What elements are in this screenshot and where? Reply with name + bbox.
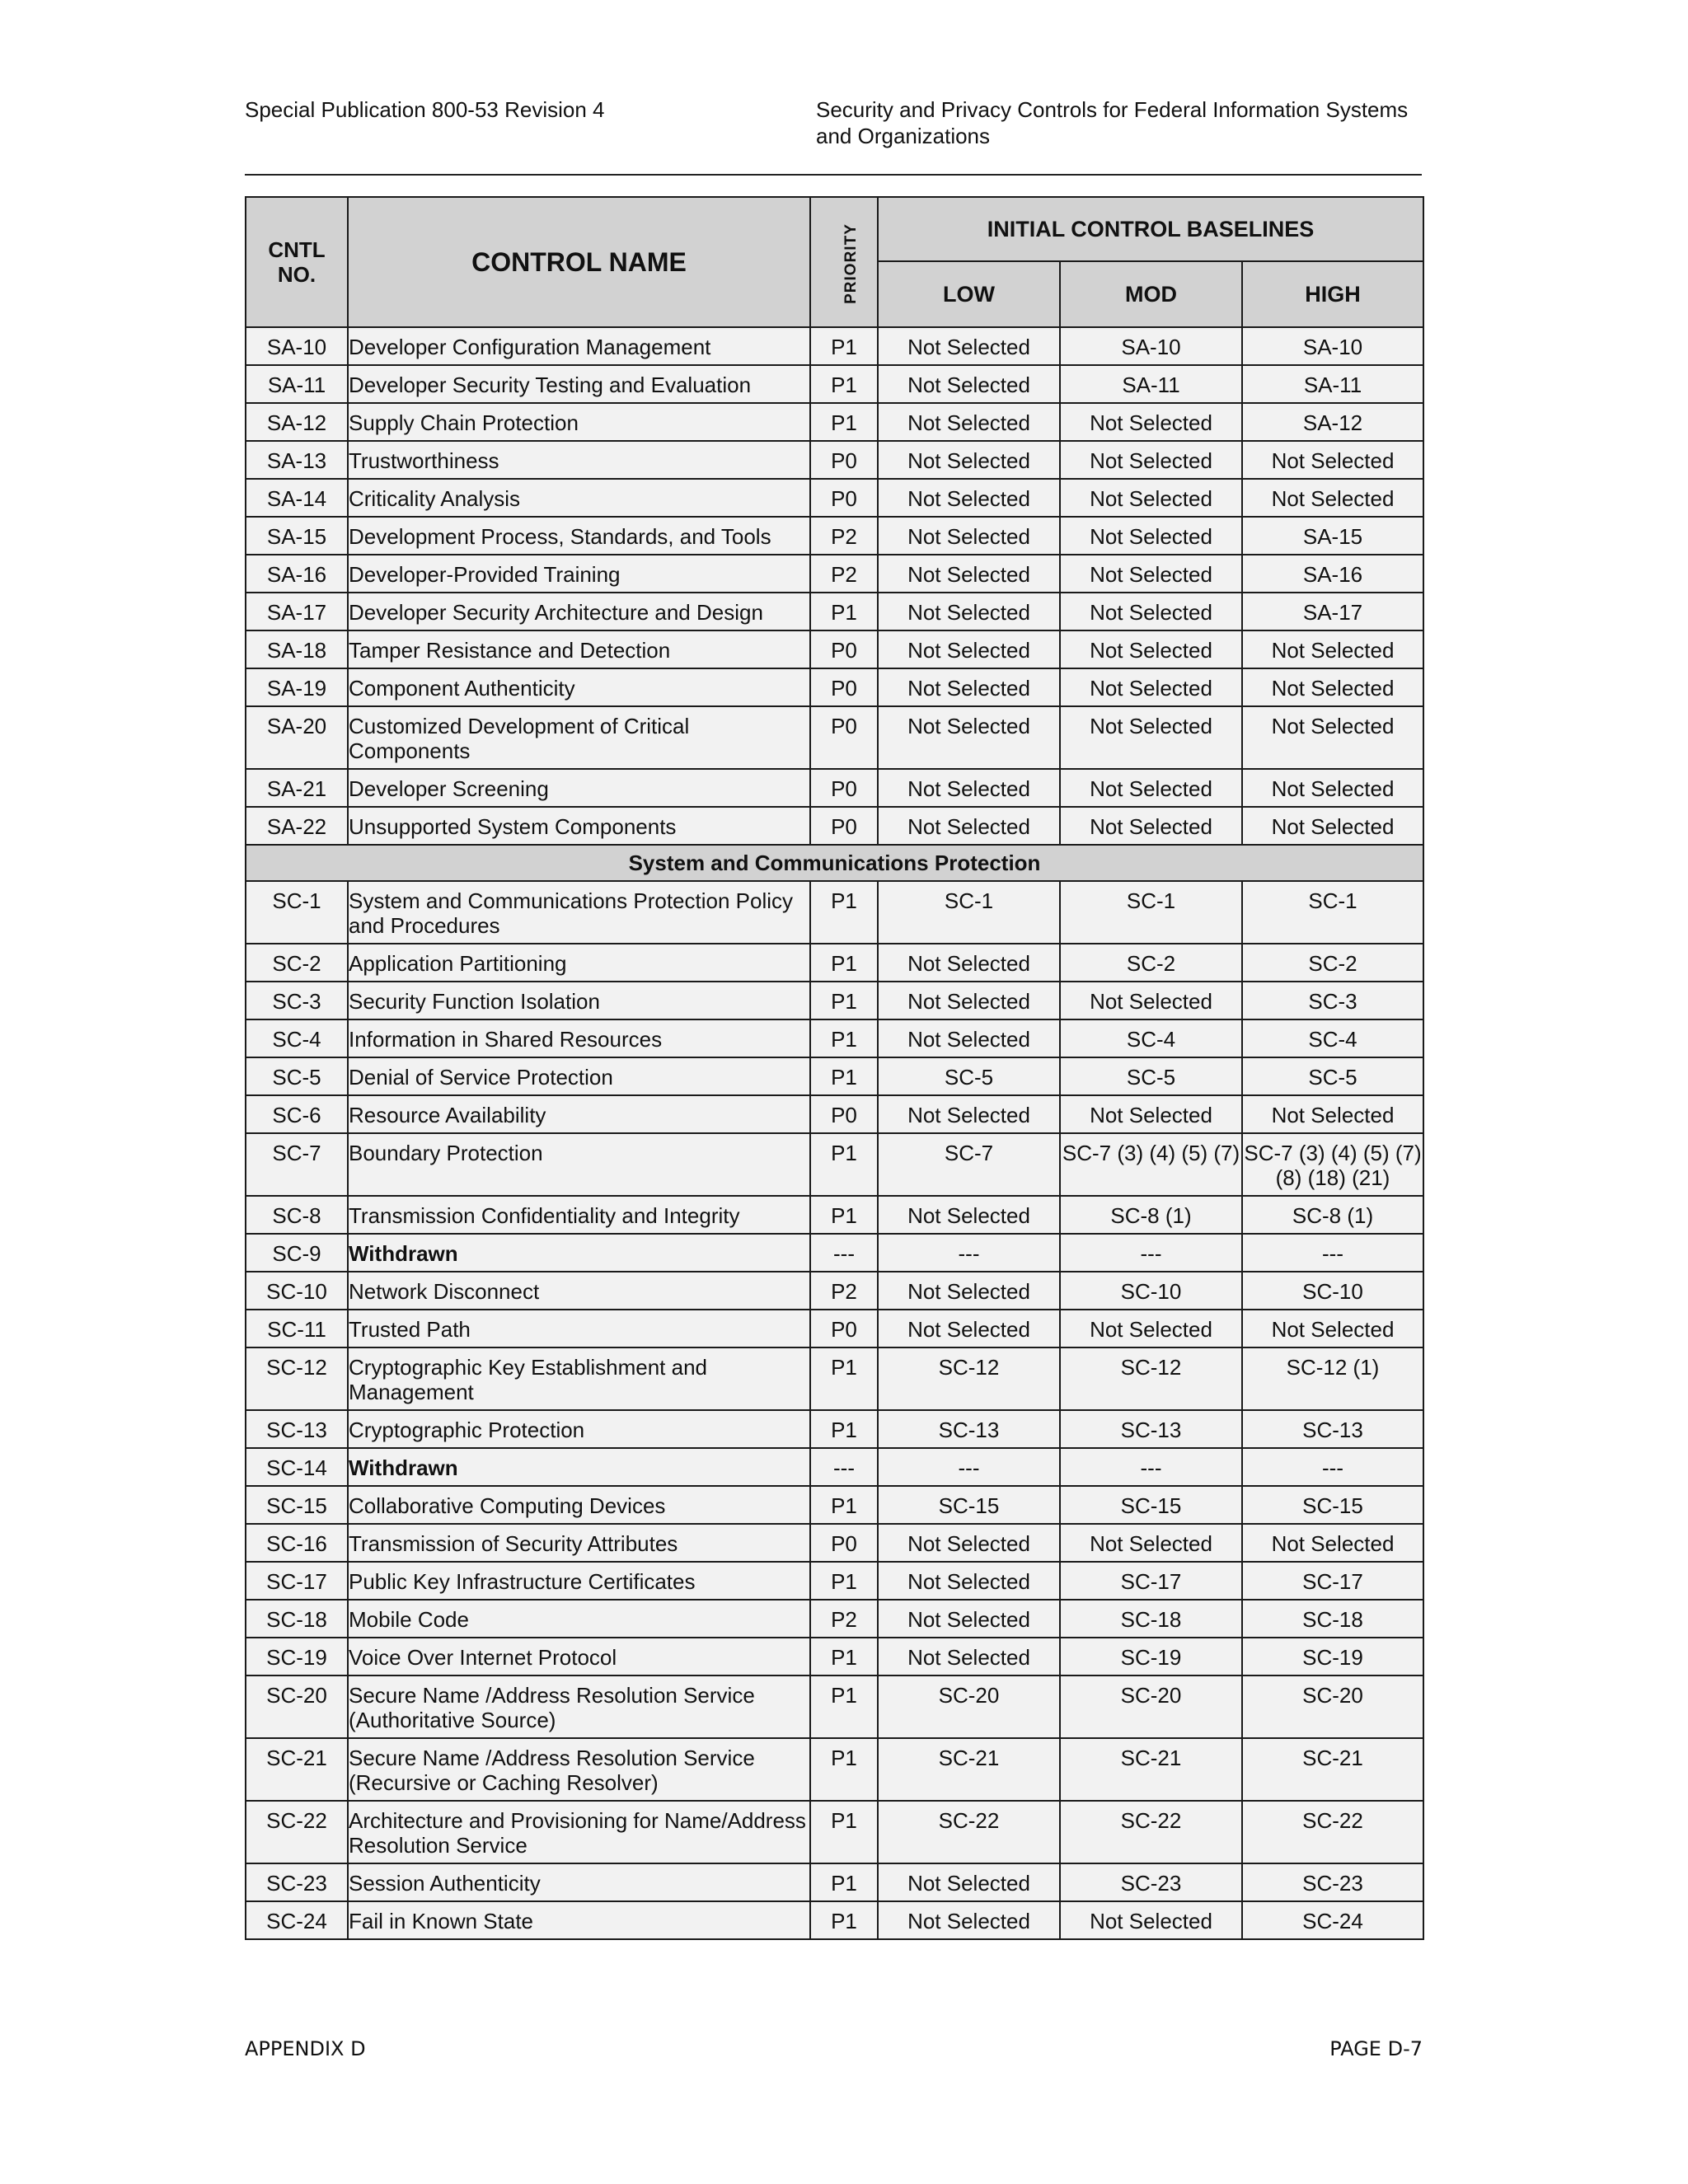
cell-baseline-high: Not Selected [1242,441,1423,479]
cell-baseline-low: --- [878,1448,1060,1486]
cell-baseline-mod: SC-10 [1060,1272,1242,1310]
cell-priority: P1 [810,403,878,441]
cell-control-number: SC-5 [246,1057,348,1095]
cell-baseline-mod: Not Selected [1060,1901,1242,1939]
cell-control-number: SC-14 [246,1448,348,1486]
cell-priority: P1 [810,982,878,1019]
cell-baseline-low: Not Selected [878,630,1060,668]
cell-baseline-high: SC-21 [1242,1738,1423,1801]
cell-priority: P0 [810,479,878,517]
table-row [246,1347,1423,1410]
cell-control-name: Collaborative Computing Devices [348,1486,810,1524]
cell-control-number: SC-13 [246,1410,348,1448]
cell-control-number: SA-11 [246,365,348,403]
cell-baseline-low: Not Selected [878,807,1060,845]
cell-baseline-low: SC-13 [878,1410,1060,1448]
cell-baseline-high: SC-15 [1242,1486,1423,1524]
cell-baseline-high: SC-17 [1242,1562,1423,1600]
cell-control-number: SC-15 [246,1486,348,1524]
cell-baseline-low: Not Selected [878,1272,1060,1310]
cell-baseline-mod: --- [1060,1448,1242,1486]
table-row [246,706,1423,769]
table-row [246,1738,1423,1801]
cell-baseline-mod: SC-23 [1060,1863,1242,1901]
cell-priority: P1 [810,1347,878,1410]
publication-title: Special Publication 800-53 Revision 4 [245,97,605,122]
table-row [246,982,1423,1019]
cell-control-number: SC-21 [246,1738,348,1801]
table-header [246,197,1423,327]
cell-baseline-mod: Not Selected [1060,555,1242,593]
cell-priority: P1 [810,1057,878,1095]
cell-control-name: Information in Shared Resources [348,1019,810,1057]
cell-control-number: SC-17 [246,1562,348,1600]
cell-control-number: SC-9 [246,1234,348,1272]
cell-control-number: SA-20 [246,706,348,769]
cell-control-number: SA-15 [246,517,348,555]
cell-priority: P1 [810,1486,878,1524]
cell-baseline-high: Not Selected [1242,769,1423,807]
cell-baseline-high: SA-12 [1242,403,1423,441]
cell-control-number: SC-6 [246,1095,348,1133]
cell-baseline-mod: SC-17 [1060,1562,1242,1600]
table-row [246,1801,1423,1863]
table-row [246,1133,1423,1196]
cell-control-number: SA-10 [246,327,348,365]
table-row [246,1562,1423,1600]
cell-control-name: Security Function Isolation [348,982,810,1019]
table-row [246,1524,1423,1562]
cell-priority: P0 [810,630,878,668]
cell-priority: P1 [810,1133,878,1196]
cell-baseline-mod: SC-13 [1060,1410,1242,1448]
cell-priority: --- [810,1234,878,1272]
cell-priority: P1 [810,1410,878,1448]
cell-baseline-low: SC-1 [878,881,1060,944]
cell-baseline-mod: SC-22 [1060,1801,1242,1863]
cell-baseline-mod: SA-10 [1060,327,1242,365]
cell-baseline-low: Not Selected [878,1196,1060,1234]
page-number: PAGE D-7 [1329,2037,1423,2060]
col-header-low: LOW [878,261,1060,327]
cell-baseline-mod: SC-7 (3) (4) (5) (7) [1060,1133,1242,1196]
cell-baseline-low: Not Selected [878,555,1060,593]
cell-priority: P0 [810,1095,878,1133]
cell-baseline-high: SC-23 [1242,1863,1423,1901]
table-row [246,1600,1423,1638]
cell-control-name: Resource Availability [348,1095,810,1133]
cell-baseline-mod: Not Selected [1060,1524,1242,1562]
cell-baseline-high: SC-3 [1242,982,1423,1019]
cell-control-number: SC-2 [246,944,348,982]
cell-baseline-mod: SA-11 [1060,365,1242,403]
cell-baseline-low: Not Selected [878,668,1060,706]
cell-control-name: Unsupported System Components [348,807,810,845]
cell-baseline-low: --- [878,1234,1060,1272]
cell-baseline-high: SC-2 [1242,944,1423,982]
cell-baseline-high: SC-18 [1242,1600,1423,1638]
table-row [246,1486,1423,1524]
cell-control-number: SA-12 [246,403,348,441]
cell-baseline-high: SA-17 [1242,593,1423,630]
table-row [246,555,1423,593]
cell-baseline-high: --- [1242,1234,1423,1272]
cell-control-name: Secure Name /Address Resolution Service (Recursive or Caching Resolver) [348,1738,810,1801]
cell-baseline-low: SC-5 [878,1057,1060,1095]
cell-priority: P1 [810,1901,878,1939]
cell-priority: P0 [810,1310,878,1347]
cell-baseline-mod: Not Selected [1060,441,1242,479]
cell-priority: P1 [810,944,878,982]
col-header-cntl-no: CNTL NO. [246,197,348,327]
cell-control-number: SA-14 [246,479,348,517]
cell-control-number: SC-10 [246,1272,348,1310]
cell-control-number: SC-18 [246,1600,348,1638]
cell-priority: P2 [810,517,878,555]
col-header-priority [810,197,878,327]
section-row [246,845,1423,881]
cell-control-name: Developer Screening [348,769,810,807]
cell-baseline-mod: SC-2 [1060,944,1242,982]
cell-baseline-high: SC-4 [1242,1019,1423,1057]
cell-baseline-low: SC-12 [878,1347,1060,1410]
cell-baseline-mod: Not Selected [1060,517,1242,555]
cell-priority: P2 [810,1600,878,1638]
cell-control-name: Transmission Confidentiality and Integrity [348,1196,810,1234]
cell-baseline-low: Not Selected [878,1901,1060,1939]
cell-control-number: SA-22 [246,807,348,845]
cell-priority: P0 [810,706,878,769]
cell-control-number: SA-16 [246,555,348,593]
cell-baseline-mod: SC-12 [1060,1347,1242,1410]
cell-priority: P1 [810,327,878,365]
table-row [246,881,1423,944]
appendix-label: APPENDIX D [245,2037,366,2060]
cell-baseline-mod: Not Selected [1060,593,1242,630]
cell-baseline-high: SC-24 [1242,1901,1423,1939]
cell-control-name: Developer Security Architecture and Design [348,593,810,630]
cell-baseline-mod: Not Selected [1060,706,1242,769]
col-header-mod: MOD [1060,261,1242,327]
table-row [246,1448,1423,1486]
cell-control-number: SA-21 [246,769,348,807]
cell-control-name: Developer Security Testing and Evaluation [348,365,810,403]
cell-control-name: Trusted Path [348,1310,810,1347]
table-body [246,327,1423,1939]
table-row [246,1019,1423,1057]
cell-baseline-low: Not Selected [878,327,1060,365]
cell-baseline-mod: Not Selected [1060,807,1242,845]
cell-control-number: SC-8 [246,1196,348,1234]
cell-baseline-high: Not Selected [1242,479,1423,517]
cell-control-number: SC-23 [246,1863,348,1901]
table-row [246,1410,1423,1448]
cell-priority: P0 [810,807,878,845]
cell-priority: P1 [810,1562,878,1600]
cell-baseline-high: Not Selected [1242,706,1423,769]
cell-control-name: Trustworthiness [348,441,810,479]
cell-baseline-mod: SC-21 [1060,1738,1242,1801]
table-row [246,769,1423,807]
cell-control-name: Denial of Service Protection [348,1057,810,1095]
cell-baseline-low: Not Selected [878,1019,1060,1057]
cell-control-number: SA-13 [246,441,348,479]
cell-baseline-mod: Not Selected [1060,668,1242,706]
cell-baseline-low: Not Selected [878,1310,1060,1347]
cell-control-number: SA-17 [246,593,348,630]
cell-control-number: SC-16 [246,1524,348,1562]
table-row [246,365,1423,403]
table-row [246,1638,1423,1675]
cell-control-name: Network Disconnect [348,1272,810,1310]
cell-control-number: SC-20 [246,1675,348,1738]
cell-baseline-high: SA-10 [1242,327,1423,365]
cell-control-number: SC-4 [246,1019,348,1057]
cell-priority: P1 [810,1196,878,1234]
table-row [246,327,1423,365]
cell-baseline-low: SC-21 [878,1738,1060,1801]
cell-control-name: Cryptographic Protection [348,1410,810,1448]
cell-control-number: SC-1 [246,881,348,944]
table-row [246,441,1423,479]
cell-control-name: Cryptographic Key Establishment and Management [348,1347,810,1410]
cell-baseline-high: SC-5 [1242,1057,1423,1095]
cell-baseline-high: SC-10 [1242,1272,1423,1310]
cell-baseline-low: Not Selected [878,944,1060,982]
cell-control-name: Boundary Protection [348,1133,810,1196]
cell-baseline-low: Not Selected [878,1863,1060,1901]
cell-baseline-high: Not Selected [1242,807,1423,845]
cell-priority: P1 [810,1638,878,1675]
table-row [246,593,1423,630]
cell-control-name: Architecture and Provisioning for Name/Address Resolution Service [348,1801,810,1863]
col-header-initial-baselines: INITIAL CONTROL BASELINES [878,197,1423,261]
cell-control-name: System and Communications Protection Policy and Procedures [348,881,810,944]
cell-baseline-mod: Not Selected [1060,1095,1242,1133]
cell-baseline-low: Not Selected [878,1562,1060,1600]
cell-baseline-mod: SC-4 [1060,1019,1242,1057]
cell-priority: P1 [810,1801,878,1863]
table-row [246,517,1423,555]
cell-control-name: Developer Configuration Management [348,327,810,365]
cell-control-name: Public Key Infrastructure Certificates [348,1562,810,1600]
cell-control-number: SA-18 [246,630,348,668]
cell-baseline-high: SA-15 [1242,517,1423,555]
cell-baseline-mod: Not Selected [1060,769,1242,807]
cell-control-number: SC-19 [246,1638,348,1675]
table-row [246,630,1423,668]
cell-baseline-low: Not Selected [878,403,1060,441]
cell-control-name: Criticality Analysis [348,479,810,517]
cell-control-name: Developer-Provided Training [348,555,810,593]
cell-baseline-high: SA-16 [1242,555,1423,593]
cell-baseline-low: Not Selected [878,982,1060,1019]
cell-control-name: Mobile Code [348,1600,810,1638]
cell-control-name: Component Authenticity [348,668,810,706]
cell-baseline-high: Not Selected [1242,1310,1423,1347]
cell-priority: P1 [810,1675,878,1738]
cell-control-name: Secure Name /Address Resolution Service (Authoritative Source) [348,1675,810,1738]
header-divider [245,174,1422,176]
cell-baseline-low: Not Selected [878,769,1060,807]
cell-priority: P0 [810,668,878,706]
cell-control-name: Development Process, Standards, and Tools [348,517,810,555]
cell-baseline-high: SC-20 [1242,1675,1423,1738]
priority-label: PRIORITY [842,223,860,304]
cell-baseline-low: Not Selected [878,1638,1060,1675]
cell-control-name: Session Authenticity [348,1863,810,1901]
cell-baseline-high: --- [1242,1448,1423,1486]
cell-control-name: Fail in Known State [348,1901,810,1939]
cell-baseline-high: SC-8 (1) [1242,1196,1423,1234]
cell-baseline-low: Not Selected [878,441,1060,479]
cell-priority: P1 [810,1019,878,1057]
table-row [246,944,1423,982]
cell-priority: P0 [810,1524,878,1562]
cell-priority: --- [810,1448,878,1486]
cell-control-name: Withdrawn [348,1448,810,1486]
table-row [246,1310,1423,1347]
table-row [246,1234,1423,1272]
cell-baseline-low: Not Selected [878,365,1060,403]
cell-baseline-low: Not Selected [878,1095,1060,1133]
cell-baseline-high: SC-13 [1242,1410,1423,1448]
cell-priority: P1 [810,1863,878,1901]
cell-control-number: SC-24 [246,1901,348,1939]
cell-baseline-high: SC-12 (1) [1242,1347,1423,1410]
table-row [246,1196,1423,1234]
cell-baseline-mod: SC-19 [1060,1638,1242,1675]
cell-priority: P0 [810,441,878,479]
cell-control-name: Customized Development of Critical Components [348,706,810,769]
cell-baseline-low: Not Selected [878,1524,1060,1562]
section-title: System and Communications Protection [246,845,1423,881]
table-row [246,807,1423,845]
cell-priority: P1 [810,1738,878,1801]
cell-baseline-low: Not Selected [878,517,1060,555]
table-row [246,1095,1423,1133]
table-row [246,1057,1423,1095]
cell-priority: P2 [810,1272,878,1310]
control-baselines-table [245,196,1424,1940]
table-row [246,1272,1423,1310]
col-header-control-name: CONTROL NAME [348,197,810,327]
cell-baseline-high: SC-19 [1242,1638,1423,1675]
cell-control-name: Application Partitioning [348,944,810,982]
cell-baseline-high: Not Selected [1242,668,1423,706]
cell-baseline-low: Not Selected [878,706,1060,769]
cell-baseline-mod: Not Selected [1060,403,1242,441]
cell-baseline-high: SC-7 (3) (4) (5) (7) (8) (18) (21) [1242,1133,1423,1196]
cell-control-number: SC-11 [246,1310,348,1347]
cell-baseline-mod: Not Selected [1060,479,1242,517]
cell-priority: P1 [810,881,878,944]
cell-control-number: SC-22 [246,1801,348,1863]
cell-baseline-mod: Not Selected [1060,1310,1242,1347]
cell-priority: P0 [810,769,878,807]
cell-control-number: SA-19 [246,668,348,706]
cell-baseline-high: SA-11 [1242,365,1423,403]
cell-control-name: Tamper Resistance and Detection [348,630,810,668]
cell-baseline-mod: SC-5 [1060,1057,1242,1095]
cell-baseline-high: Not Selected [1242,1524,1423,1562]
table-row [246,668,1423,706]
cell-priority: P1 [810,365,878,403]
cell-baseline-low: Not Selected [878,593,1060,630]
cell-baseline-high: Not Selected [1242,630,1423,668]
cell-priority: P2 [810,555,878,593]
table-row [246,479,1423,517]
cell-baseline-low: Not Selected [878,479,1060,517]
cell-baseline-mod: Not Selected [1060,982,1242,1019]
cell-baseline-mod: SC-18 [1060,1600,1242,1638]
cell-control-number: SC-3 [246,982,348,1019]
cell-control-name: Voice Over Internet Protocol [348,1638,810,1675]
document-title: Security and Privacy Controls for Federal Information Systems and Organizations [816,97,1409,148]
col-header-high: HIGH [1242,261,1423,327]
cell-baseline-high: SC-22 [1242,1801,1423,1863]
cell-control-number: SC-7 [246,1133,348,1196]
cell-baseline-low: SC-20 [878,1675,1060,1738]
cell-control-name: Transmission of Security Attributes [348,1524,810,1562]
table-row [246,403,1423,441]
cell-baseline-high: Not Selected [1242,1095,1423,1133]
cell-baseline-mod: --- [1060,1234,1242,1272]
cell-baseline-low: SC-7 [878,1133,1060,1196]
table-row [246,1901,1423,1939]
cell-control-name: Supply Chain Protection [348,403,810,441]
table-row [246,1675,1423,1738]
cell-baseline-mod: SC-15 [1060,1486,1242,1524]
cell-baseline-high: SC-1 [1242,881,1423,944]
cell-control-number: SC-12 [246,1347,348,1410]
cell-priority: P1 [810,593,878,630]
cell-control-name: Withdrawn [348,1234,810,1272]
cell-baseline-mod: SC-8 (1) [1060,1196,1242,1234]
cell-baseline-low: SC-15 [878,1486,1060,1524]
cell-baseline-low: Not Selected [878,1600,1060,1638]
cell-baseline-mod: SC-20 [1060,1675,1242,1738]
table-row [246,1863,1423,1901]
cell-baseline-mod: SC-1 [1060,881,1242,944]
cell-baseline-mod: Not Selected [1060,630,1242,668]
cell-baseline-low: SC-22 [878,1801,1060,1863]
